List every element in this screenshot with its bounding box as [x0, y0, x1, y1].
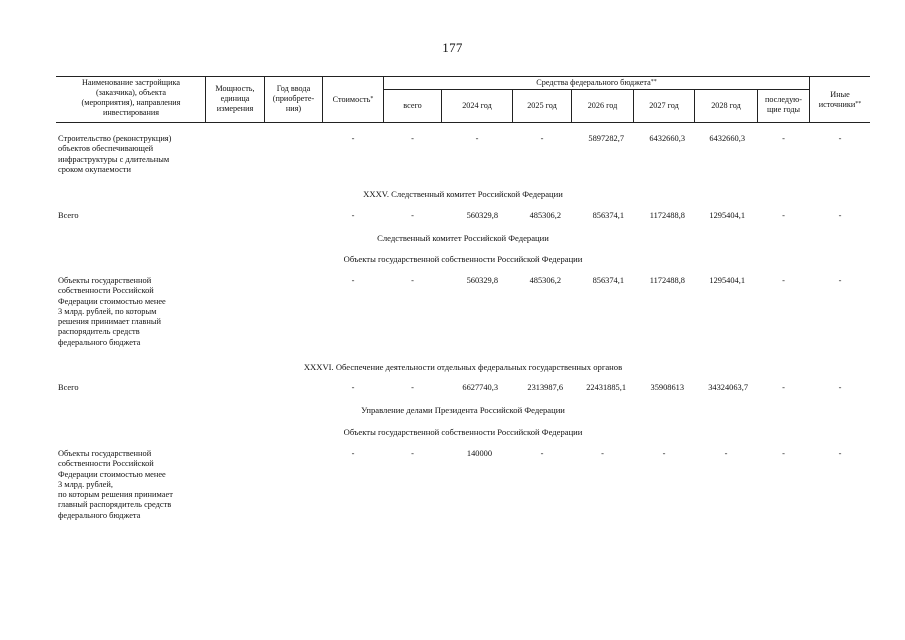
- cell-2025: 485306,2: [529, 211, 561, 220]
- row-name: Всего: [58, 383, 79, 392]
- cell-other: -: [838, 276, 842, 285]
- header-capacity: Мощность, единица измерения: [215, 84, 255, 113]
- cell-2025: 2313987,6: [527, 383, 563, 392]
- cell-later: -: [782, 383, 785, 392]
- page-number: 177: [442, 40, 463, 55]
- cell-cost: -: [351, 383, 355, 392]
- cell-other: -: [838, 134, 842, 143]
- header-cost: Стоимость*: [332, 95, 374, 104]
- cell-total: -: [411, 383, 414, 392]
- cell-2026: 5897282,7: [588, 134, 624, 143]
- row-name: Всего: [58, 211, 79, 220]
- cell-2026: 856374,1: [592, 276, 624, 285]
- cell-2024: -: [475, 134, 479, 143]
- cell-cost: -: [351, 211, 355, 220]
- cell-2027: 1172488,8: [649, 211, 685, 220]
- section-subtitle: Объекты государственной собственности Российской Федерации: [343, 427, 583, 437]
- header-2024: 2024 год: [462, 101, 492, 110]
- header-year: Год ввода (приобрете- ния): [272, 84, 315, 113]
- cell-2024: 140000: [466, 449, 492, 458]
- section-subtitle: Объекты государственной собственности Российской Федерации: [343, 254, 583, 264]
- cell-2027: 1172488,8: [649, 276, 685, 285]
- cell-2027: -: [662, 449, 666, 458]
- cell-later: -: [782, 134, 785, 143]
- cell-2025: -: [540, 449, 544, 458]
- section-subtitle: Управление делами Президента Российской Федерации: [361, 405, 565, 415]
- row-name: Объекты государственной собственности Российской Федерации стоимостью менее 3 млрд. рублей, по которым решения принимает главный распорядитель средств федерального бюджета: [58, 276, 166, 347]
- header-federal-budget: Средства федерального бюджета**: [536, 78, 657, 87]
- header-other-sources: Иные источники**: [818, 90, 862, 109]
- section-title: XXXVI. Обеспечение деятельности отдельных федеральных государственных органов: [303, 362, 623, 372]
- federal-subheader-rule: [383, 89, 809, 90]
- cell-2028: 6432660,3: [709, 134, 745, 143]
- cell-2024: 560329,8: [466, 211, 498, 220]
- cell-other: -: [838, 449, 842, 458]
- header-2028: 2028 год: [711, 101, 741, 110]
- cell-2026: 22431885,1: [586, 383, 626, 392]
- cell-other: -: [838, 383, 842, 392]
- header-2027: 2027 год: [649, 101, 679, 110]
- header-2026: 2026 год: [587, 101, 618, 110]
- cell-other: -: [838, 211, 842, 220]
- cell-cost: -: [351, 276, 355, 285]
- header-total: всего: [403, 101, 422, 110]
- cell-total: -: [411, 276, 414, 285]
- cell-2027: 35908613: [650, 383, 684, 392]
- cell-later: -: [782, 276, 785, 285]
- cell-cost: -: [351, 449, 355, 458]
- cell-2025: -: [540, 134, 544, 143]
- header-bottom-rule: [56, 122, 870, 123]
- cell-2028: -: [724, 449, 728, 458]
- header-name: Наименование застройщика (заказчика), объекта (мероприятия), направления инвестирования: [81, 78, 181, 117]
- cell-later: -: [782, 449, 785, 458]
- cell-cost: -: [351, 134, 355, 143]
- row-name: Строительство (реконструкция) объектов обеспечивающей инфраструктуры с длительным сроком окупаемости: [58, 134, 172, 174]
- cell-2024: 560329,8: [466, 276, 498, 285]
- header-top-rule: [56, 76, 870, 77]
- cell-2028: 1295404,1: [709, 276, 745, 285]
- cell-2026: -: [601, 449, 604, 458]
- cell-total: -: [411, 134, 414, 143]
- cell-2028: 34324063,7: [708, 383, 748, 392]
- row-name: Объекты государственной собственности Российской Федерации стоимостью менее 3 млрд. рублей, по которым решения принимает главный распорядитель средств федерального бюджета: [58, 449, 173, 520]
- cell-total: -: [411, 211, 414, 220]
- section-subtitle: Следственный комитет Российской Федерации: [377, 233, 549, 243]
- cell-2025: 485306,2: [529, 276, 561, 285]
- cell-total: -: [411, 449, 414, 458]
- section-title: XXXV. Следственный комитет Российской Федерации: [363, 189, 563, 199]
- cell-2027: 6432660,3: [649, 134, 685, 143]
- cell-2028: 1295404,1: [709, 211, 745, 220]
- cell-2024: 6627740,3: [462, 383, 498, 392]
- cell-2026: 856374,1: [592, 211, 624, 220]
- header-2025: 2025 год: [527, 101, 557, 110]
- cell-later: -: [782, 211, 785, 220]
- header-later-years: последую- щие годы: [764, 95, 803, 114]
